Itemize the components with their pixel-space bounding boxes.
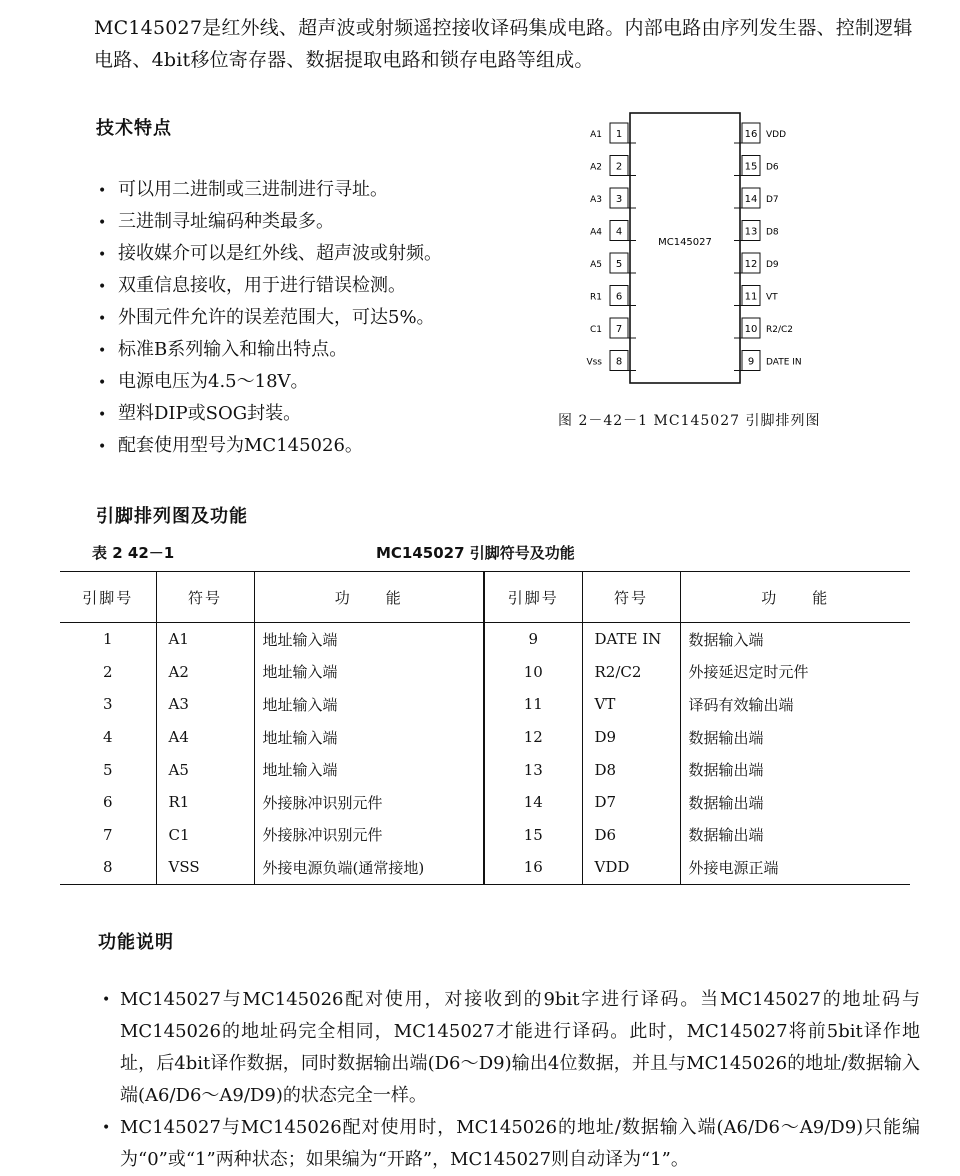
pin-name: C1 — [589, 325, 602, 335]
pin-number: 12 — [744, 259, 758, 270]
cell-function: 数据输出端 — [680, 753, 910, 786]
features-list — [98, 174, 538, 462]
pin-name: A4 — [590, 227, 602, 238]
cell-pin: 9 — [528, 630, 539, 649]
table-row — [60, 819, 910, 852]
pin-name: A3 — [590, 195, 602, 205]
cell-pin: 13 — [523, 760, 543, 779]
cell-pin: 12 — [523, 728, 543, 747]
intro-paragraph: MC145027是红外线、超声波或射频遥控接收译码集成电路。内部电路由序列发生器、控制逻辑电路、4bit移位寄存器、数据提取电路和锁存电路等组成。 — [94, 17, 913, 71]
cell-pin: 16 — [484, 851, 582, 884]
table-row — [60, 623, 910, 656]
chip-body — [630, 113, 740, 383]
pin-name: D6 — [766, 162, 779, 173]
feature-item: • 标准B系列输入和输出特点。 — [98, 334, 538, 366]
pin-number: 10 — [744, 324, 758, 335]
cell-pin: 15 — [523, 825, 543, 844]
cell-function: 外接电源负端(通常接地) — [254, 851, 484, 884]
cell-function: 地址输入端 — [254, 656, 484, 689]
pin-name: A5 — [590, 260, 602, 270]
header-pin: 引脚号 — [484, 572, 582, 623]
cell-function: 外接脉冲识别元件 — [254, 819, 484, 852]
chip-label: MC145027 — [658, 237, 712, 248]
cell-pin: 6 — [102, 793, 113, 812]
feature-item: • 双重信息接收，用于进行错误检测。 — [98, 270, 538, 302]
cell-symbol: A4 — [156, 721, 254, 754]
pin-name: A1 — [590, 130, 602, 140]
table-row — [60, 851, 910, 884]
header-symbol: 符号 — [156, 572, 254, 623]
pinout-heading: 引脚排列图及功能 — [96, 506, 248, 527]
pin-number: 7 — [615, 324, 623, 335]
pin-number: 6 — [615, 291, 623, 303]
cell-pin: 7 — [102, 825, 113, 844]
feature-item: • 配套使用型号为MC145026。 — [98, 430, 538, 462]
cell-pin: 3 — [102, 695, 113, 714]
cell-symbol: D6 — [582, 819, 680, 852]
pin-name: D7 — [766, 195, 779, 205]
cell-pin: 11 — [523, 695, 543, 714]
table-number: 表 2 42－1 — [92, 544, 175, 562]
function-heading: 功能说明 — [98, 932, 174, 953]
table-row — [60, 688, 910, 721]
table-title: MC145027 引脚符号及功能 — [376, 544, 575, 562]
feature-item: • 三进制寻址编码种类最多。 — [98, 206, 538, 238]
cell-symbol: R1 — [156, 786, 254, 819]
cell-function: 外接延迟定时元件 — [680, 656, 910, 689]
pin-name: R2/C2 — [766, 325, 794, 335]
cell-function: 地址输入端 — [254, 753, 484, 786]
cell-pin: 10 — [523, 662, 543, 681]
header-function: 功 能 — [680, 572, 910, 623]
cell-symbol: C1 — [156, 819, 254, 852]
cell-pin: 5 — [102, 760, 113, 779]
function-list — [100, 984, 920, 1176]
pin-number: 1 — [615, 129, 623, 140]
features-heading: 技术特点 — [96, 118, 172, 139]
cell-pin: 4 — [102, 728, 113, 747]
cell-function: 地址输入端 — [254, 688, 484, 721]
pin-name: D8 — [766, 227, 779, 238]
cell-symbol: R2/C2 — [582, 656, 680, 689]
table-row — [60, 753, 910, 786]
feature-item: • 可以用二进制或三进制进行寻址。 — [98, 174, 538, 206]
cell-function: 数据输出端 — [680, 786, 910, 819]
pin-function-table — [60, 571, 910, 885]
cell-pin: 8 — [60, 851, 156, 884]
function-item: • MC145027与MC145026配对使用时，MC145026的地址/数据输入端(A6/D6～A9/D9)只能编为“0”或“1”两种状态；如果编为“开路”，MC145027则自动译为“1”。 — [100, 1112, 920, 1176]
pin-number: 8 — [615, 356, 623, 368]
cell-symbol: DATE IN — [582, 623, 680, 656]
pin-number: 3 — [615, 194, 623, 205]
pin-name: VDD — [766, 130, 787, 140]
function-item: • MC145027与MC145026配对使用，对接收到的9bit字进行译码。当MC145027的地址码与MC145026的地址码完全相同，MC145027才能进行译码。此时，MC145027将前5bit译作地址，后4bit译作数据，同时数据输出端(D6～D9)输出4位数据，并且与MC145026的地址/数据输入端(A6/D6～A9/D9)的状态完全一样。 — [100, 984, 920, 1112]
pin-number: 2 — [615, 161, 623, 173]
pin-number: 16 — [744, 129, 758, 140]
pin-number: 9 — [747, 356, 755, 368]
table-header-row — [60, 572, 910, 623]
pin-number: 15 — [744, 161, 758, 173]
cell-symbol: VT — [582, 688, 680, 721]
feature-item: • 电源电压为4.5～18V。 — [98, 366, 538, 398]
pin-number: 13 — [744, 226, 758, 238]
cell-symbol: A5 — [156, 753, 254, 786]
pin-name: Vss — [586, 357, 602, 368]
cell-symbol: D9 — [582, 721, 680, 754]
pin-name: D9 — [766, 260, 779, 270]
cell-symbol: VSS — [156, 851, 254, 884]
pin-name: A2 — [590, 162, 602, 173]
cell-function: 数据输出端 — [680, 721, 910, 754]
cell-function: 外接电源正端 — [680, 851, 910, 884]
pin-number: 5 — [615, 259, 623, 270]
cell-symbol: D8 — [582, 753, 680, 786]
cell-pin: 1 — [102, 630, 113, 649]
table-row — [60, 721, 910, 754]
figure-caption: 图 2－42－1 MC145027 引脚排列图 — [558, 413, 821, 429]
cell-symbol: VDD — [582, 851, 680, 884]
cell-function: 数据输入端 — [680, 623, 910, 656]
feature-item: • 接收媒介可以是红外线、超声波或射频。 — [98, 238, 538, 270]
cell-function: 译码有效输出端 — [680, 688, 910, 721]
pin-name: R1 — [590, 292, 602, 303]
cell-function: 数据输出端 — [680, 819, 910, 852]
pin-number: 4 — [615, 226, 623, 238]
cell-symbol: A1 — [156, 623, 254, 656]
table-row — [60, 786, 910, 819]
cell-symbol: A3 — [156, 688, 254, 721]
cell-function: 地址输入端 — [254, 721, 484, 754]
pin-name: DATE IN — [766, 357, 802, 368]
pin-number: 14 — [744, 194, 758, 205]
feature-item: • 塑料DIP或SOG封装。 — [98, 398, 538, 430]
cell-symbol: D7 — [582, 786, 680, 819]
table-row — [60, 656, 910, 689]
header-symbol: 符号 — [582, 572, 680, 623]
cell-pin: 14 — [523, 793, 543, 812]
header-function: 功 能 — [254, 572, 484, 623]
header-pin: 引脚号 — [60, 572, 156, 623]
pin-number: 11 — [744, 291, 758, 303]
cell-function: 外接脉冲识别元件 — [254, 786, 484, 819]
pin-name: VT — [766, 292, 778, 303]
cell-symbol: A2 — [156, 656, 254, 689]
feature-item: • 外围元件允许的误差范围大，可达5%。 — [98, 302, 538, 334]
cell-pin: 2 — [102, 662, 113, 681]
cell-function: 地址输入端 — [254, 623, 484, 656]
pinout-diagram — [560, 105, 860, 435]
